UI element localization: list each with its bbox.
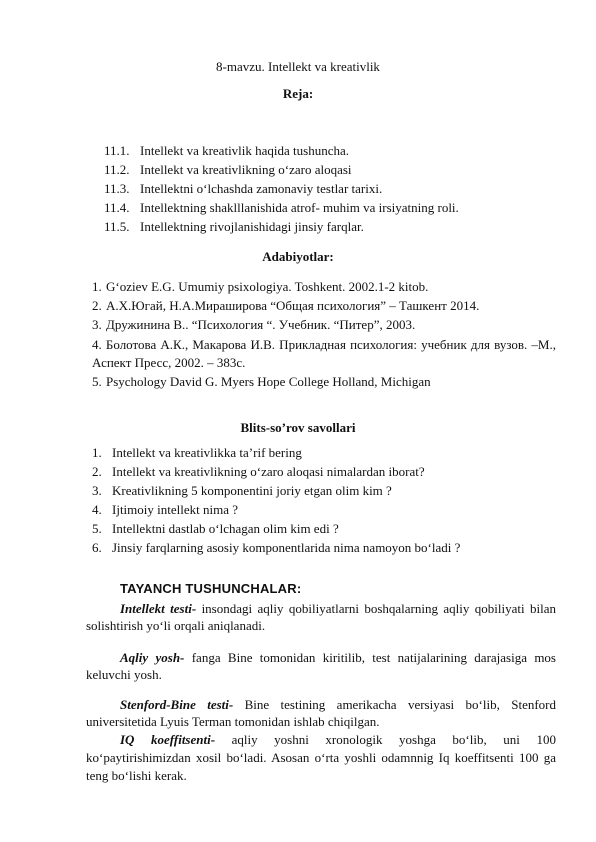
plan-heading: Reja: [282, 86, 314, 101]
question-item: 1. Intellekt va kreativlikka ta’rif bering [92, 445, 302, 460]
question-item: 3. Kreativlikning 5 komponentini joriy etgan olim kim ? [92, 483, 392, 498]
term-paragraph: Intellekt testi- insondagi aqliy qobiliyatlarni boshqalarning aqliy qobiliyati bilan solishtirish yo‘li orqali aniqlanadi. [86, 601, 556, 633]
question-item: 2. Intellekt va kreativlikning o‘zaro aloqasi nimalardan iborat? [92, 464, 425, 479]
literature-item: 4. Болотова А.К., Макарова И.В. Прикладная психология: учебник для вузов. –М., Аспект Пресс, 2002. – 383с. [92, 337, 556, 370]
plan-item: 11.2. Intellekt va kreativlikning o‘zaro aloqasi [104, 162, 352, 177]
page-title: 8-mavzu. Intellekt va kreativlik [216, 59, 380, 74]
terms-heading: TAYANCH TUSHUNCHALAR: [120, 581, 302, 596]
term-paragraph: Stenford-Bine testi- Bine testining amerikacha versiyasi bo‘lib, Stenford universitetida Lyuis Terman tomonidan ishlab chiqilgan. [86, 697, 556, 729]
question-item: 4. Ijtimoiy intellekt nima ? [92, 502, 239, 517]
literature-item: 3. Дружинина В.. “Психология “. Учебник. “Питер”, 2003. [92, 317, 416, 332]
literature-item: 5. Psychology David G. Myers Hope College Holland, Michigan [92, 374, 431, 389]
question-item: 6. Jinsiy farqlarning asosiy komponentlarida nima namoyon bo‘ladi ? [92, 540, 461, 555]
questions-heading: Blits-so’rov savollari [240, 420, 356, 435]
plan-item: 11.1. Intellekt va kreativlik haqida tushuncha. [104, 143, 350, 158]
term-paragraph: IQ koeffitsenti- aqliy yoshni xronologik yoshga bo‘lib, uni 100 ko‘paytirishimizdan xosil bo‘ladi. Asosan o‘rta yoshli odamnnig Iq koeffitsenti 100 ga teng bo‘lishi kerak. [86, 732, 556, 783]
question-item: 5. Intellektni dastlab o‘lchagan olim kim edi ? [92, 521, 339, 536]
plan-item: 11.4. Intellektning shaklllanishida atrof- muhim va irsiyatning roli. [104, 200, 459, 215]
literature-heading: Adabiyotlar: [262, 249, 334, 264]
literature-item: 2. А.Х.Югай, Н.А.Мирашир‎ова “Общая психология” – Ташкент 2014. [92, 298, 480, 313]
term-paragraph: Aqliy yosh- fanga Bine tomonidan kiritilib, test natijalarining darajasiga mos keluvchi yosh. [86, 650, 556, 682]
plan-item: 11.3. Intellektni o‘lchashda zamonaviy testlar tarixi. [104, 181, 383, 196]
plan-item: 11.5. Intellektning rivojlanishidagi jinsiy farqlar. [104, 219, 364, 234]
literature-item: 1. G‘oziev E.G. Umumiy psixologiya. Toshkent. 2002.1-2 kitob. [92, 279, 429, 294]
